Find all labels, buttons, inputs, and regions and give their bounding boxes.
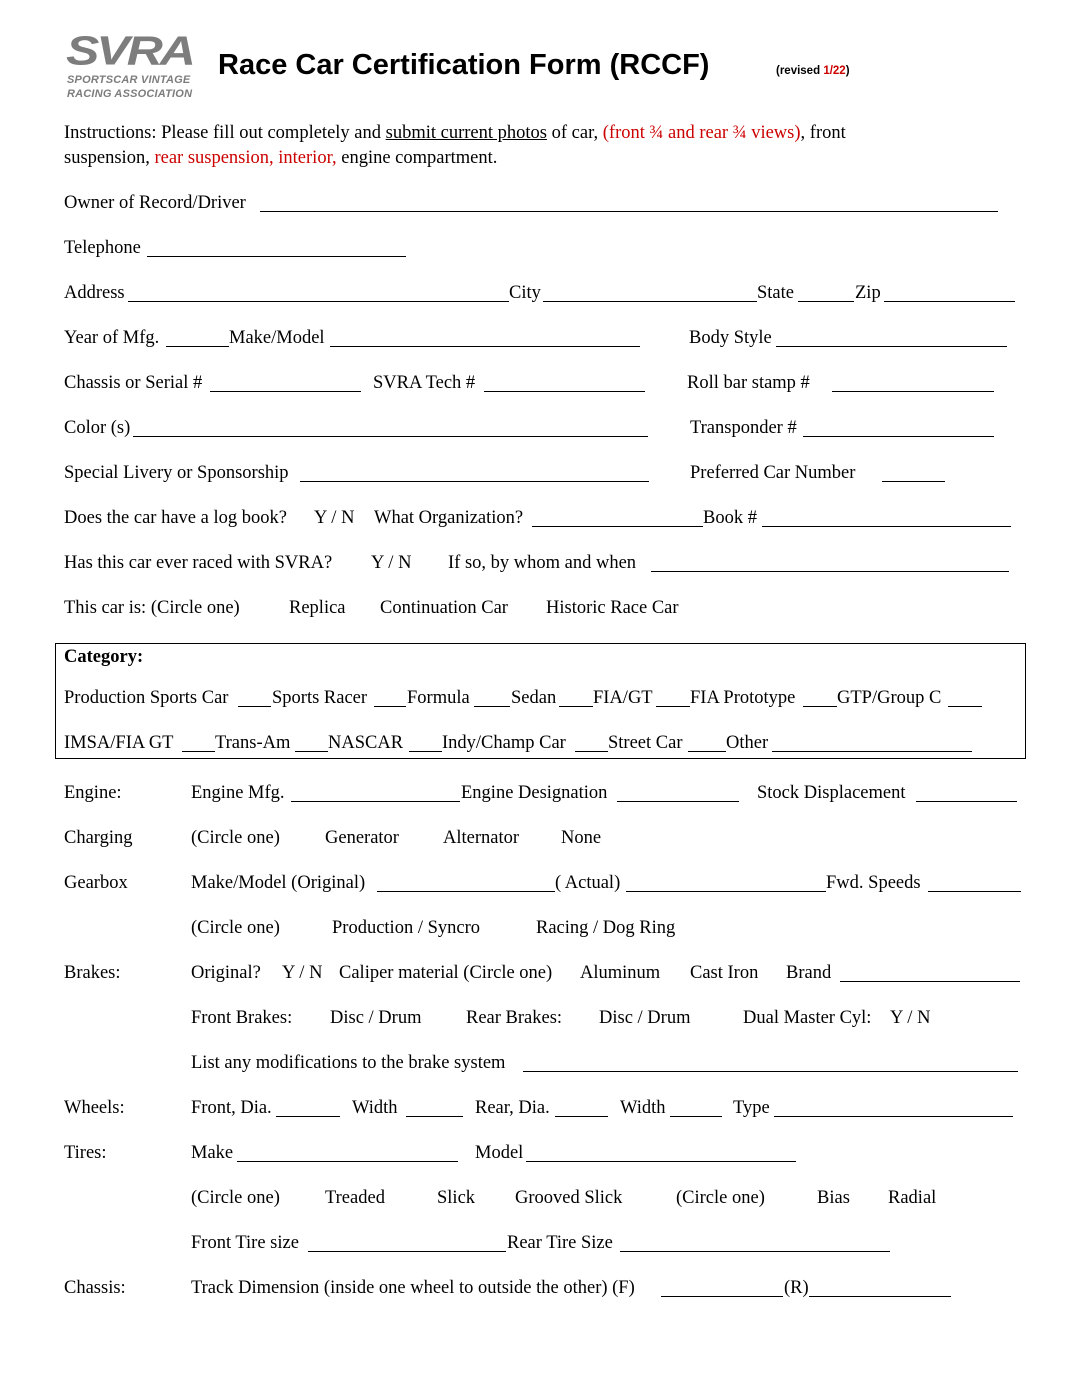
brand-field[interactable] [840,981,1020,982]
rear-dia-field[interactable] [555,1116,608,1117]
logo-line-2: RACING ASSOCIATION [67,88,193,100]
stock-displacement-label: Stock Displacement [757,783,906,803]
engine-designation-field[interactable] [617,801,739,802]
transponder-label: Transponder # [690,418,797,438]
front-tire-size-label: Front Tire size [191,1233,299,1253]
brake-mods-label: List any modifications to the brake system [191,1053,506,1073]
cat-nascar: NASCAR [328,733,404,753]
gearbox-original-label: Make/Model (Original) [191,873,366,893]
cat-production-sports-car: Production Sports Car [64,688,229,708]
livery-label: Special Livery or Sponsorship [64,463,289,483]
gearbox-label: Gearbox [64,873,128,893]
tire-make-field[interactable] [237,1161,458,1162]
cat-sedan: Sedan [511,688,557,708]
dual-master-yn[interactable]: Y / N [890,1008,931,1028]
wheel-type-field[interactable] [774,1116,1013,1117]
front-tire-size-field[interactable] [308,1251,506,1252]
cat-gtp-group-c: GTP/Group C [837,688,942,708]
option-slick[interactable]: Slick [437,1188,476,1208]
rear-brakes-option[interactable]: Disc / Drum [599,1008,691,1028]
track-rear-field[interactable] [809,1296,951,1297]
cat-indy-champ: Indy/Champ Car [442,733,566,753]
make-model-label: Make/Model [229,328,325,348]
front-brakes-label: Front Brakes: [191,1008,293,1028]
cat-fia-prototype-blank[interactable] [803,706,837,707]
option-bias[interactable]: Bias [817,1188,850,1208]
svra-tech-field[interactable] [484,391,645,392]
rear-tire-size-field[interactable] [620,1251,890,1252]
log-book-yn[interactable]: Y / N [314,508,355,528]
track-dimension-label: Track Dimension (inside one wheel to outside the other) (F) [191,1278,635,1298]
engine-mfg-field[interactable] [291,801,460,802]
front-width-field[interactable] [406,1116,463,1117]
brakes-original-yn[interactable]: Y / N [282,963,323,983]
address-label: Address [64,283,125,303]
engine-mfg-label: Engine Mfg. [191,783,285,803]
rear-width-field[interactable] [670,1116,722,1117]
front-width-label: Width [352,1098,398,1118]
roll-bar-label: Roll bar stamp # [687,373,810,393]
page-title: Race Car Certification Form (RCCF) [218,49,710,81]
cat-fia-prototype: FIA Prototype [690,688,796,708]
option-grooved-slick[interactable]: Grooved Slick [515,1188,623,1208]
front-dia-field[interactable] [276,1116,340,1117]
option-radial[interactable]: Radial [888,1188,937,1208]
cat-trans-am-blank[interactable] [295,751,328,752]
state-field[interactable] [798,301,854,302]
fwd-speeds-label: Fwd. Speeds [826,873,921,893]
organization-field[interactable] [532,526,703,527]
zip-label: Zip [855,283,881,303]
gearbox-actual-label: ( Actual) [555,873,621,893]
stock-displacement-field[interactable] [916,801,1017,802]
category-heading: Category: [64,647,144,667]
track-rear-label: (R) [784,1278,809,1298]
option-historic[interactable]: Historic Race Car [546,598,679,618]
cat-trans-am: Trans-Am [215,733,291,753]
livery-field[interactable] [300,481,649,482]
charging-circle-label: (Circle one) [191,828,280,848]
option-treaded[interactable]: Treaded [325,1188,385,1208]
chassis-serial-field[interactable] [210,391,361,392]
brake-mods-field[interactable] [523,1071,1018,1072]
tire-circle-label-1: (Circle one) [191,1188,280,1208]
chassis-serial-label: Chassis or Serial # [64,373,203,393]
zip-field[interactable] [884,301,1015,302]
city-field[interactable] [543,301,757,302]
option-none[interactable]: None [561,828,602,848]
cat-other: Other [726,733,769,753]
track-front-field[interactable] [661,1296,783,1297]
body-style-label: Body Style [689,328,772,348]
revised-note: (revised 1/22) [776,65,850,77]
transponder-field[interactable] [803,436,994,437]
telephone-field[interactable] [147,256,406,257]
cat-nascar-blank[interactable] [409,751,442,752]
year-label: Year of Mfg. [64,328,160,348]
book-number-label: Book # [703,508,757,528]
cat-imsa-fia-gt-blank[interactable] [182,751,215,752]
raced-svra-yn[interactable]: Y / N [371,553,412,573]
tire-model-label: Model [475,1143,524,1163]
organization-label: What Organization? [374,508,524,528]
owner-label: Owner of Record/Driver [64,193,246,213]
logo-line-1: SPORTSCAR VINTAGE [67,74,191,86]
option-racing-dog-ring[interactable]: Racing / Dog Ring [536,918,676,938]
city-label: City [509,283,541,303]
option-cast-iron[interactable]: Cast Iron [690,963,759,983]
car-is-label: This car is: (Circle one) [64,598,240,618]
preferred-number-label: Preferred Car Number [690,463,856,483]
gearbox-original-field[interactable] [377,891,555,892]
tires-label: Tires: [64,1143,107,1163]
log-book-label: Does the car have a log book? [64,508,287,528]
address-field[interactable] [128,301,509,302]
option-production-syncro[interactable]: Production / Syncro [332,918,480,938]
by-whom-label: If so, by whom and when [448,553,637,573]
cat-formula-blank[interactable] [474,706,510,707]
brakes-label: Brakes: [64,963,121,983]
revised-date: 1/22 [823,65,846,77]
tire-model-field[interactable] [526,1161,796,1162]
option-alternator[interactable]: Alternator [443,828,520,848]
caliper-label: Caliper material (Circle one) [339,963,553,983]
engine-designation-label: Engine Designation [461,783,608,803]
option-aluminum[interactable]: Aluminum [580,963,661,983]
cat-sports-racer: Sports Racer [272,688,368,708]
raced-svra-label: Has this car ever raced with SVRA? [64,553,333,573]
gearbox-actual-field[interactable] [626,891,826,892]
book-number-field[interactable] [762,526,1011,527]
cat-production-sports-car-blank[interactable] [238,706,271,707]
option-generator[interactable]: Generator [325,828,399,848]
cat-fia-gt: FIA/GT [593,688,653,708]
charging-label: Charging [64,828,133,848]
option-continuation[interactable]: Continuation Car [380,598,508,618]
tire-make-label: Make [191,1143,234,1163]
body-style-field[interactable] [776,346,1007,347]
svra-logo [66,27,201,102]
svra-tech-label: SVRA Tech # [373,373,476,393]
rear-width-label: Width [620,1098,666,1118]
roll-bar-field[interactable] [832,391,994,392]
instructions-line-2: suspension, rear suspension, interior, engine compartment. [64,148,498,168]
rear-tire-size-label: Rear Tire Size [507,1233,613,1253]
cat-sports-racer-blank[interactable] [374,706,406,707]
tire-circle-label-2: (Circle one) [676,1188,765,1208]
cat-gtp-group-c-blank[interactable] [948,706,982,707]
logo-wordmark: SVRA [66,27,193,74]
cat-sedan-blank[interactable] [559,706,593,707]
wheel-type-label: Type [733,1098,770,1118]
color-field[interactable] [133,436,648,437]
front-dia-label: Front, Dia. [191,1098,272,1118]
front-brakes-option[interactable]: Disc / Drum [330,1008,422,1028]
brand-label: Brand [786,963,832,983]
cat-imsa-fia-gt: IMSA/FIA GT [64,733,174,753]
color-label: Color (s) [64,418,131,438]
year-field[interactable] [166,346,229,347]
preferred-number-field[interactable] [882,481,945,482]
rear-dia-label: Rear, Dia. [475,1098,550,1118]
cat-other-blank[interactable] [772,751,972,752]
dual-master-label: Dual Master Cyl: [743,1008,872,1028]
engine-label: Engine: [64,783,122,803]
make-model-field[interactable] [330,346,640,347]
owner-field[interactable] [260,211,998,212]
rear-brakes-label: Rear Brakes: [466,1008,563,1028]
brakes-original-label: Original? [191,963,261,983]
wheels-label: Wheels: [64,1098,125,1118]
by-whom-field[interactable] [651,571,1009,572]
fwd-speeds-field[interactable] [928,891,1021,892]
state-label: State [757,283,794,303]
instructions-line-1: Instructions: Please fill out completely and submit current photos of car, (front ¾ and rear ¾ views), front [64,123,846,143]
cat-street-car: Street Car [608,733,683,753]
option-replica[interactable]: Replica [289,598,346,618]
chassis-label: Chassis: [64,1278,126,1298]
cat-indy-champ-blank[interactable] [575,751,608,752]
cat-fia-gt-blank[interactable] [656,706,690,707]
gearbox-circle-label: (Circle one) [191,918,280,938]
cat-street-car-blank[interactable] [688,751,726,752]
telephone-label: Telephone [64,238,141,258]
cat-formula: Formula [407,688,470,708]
